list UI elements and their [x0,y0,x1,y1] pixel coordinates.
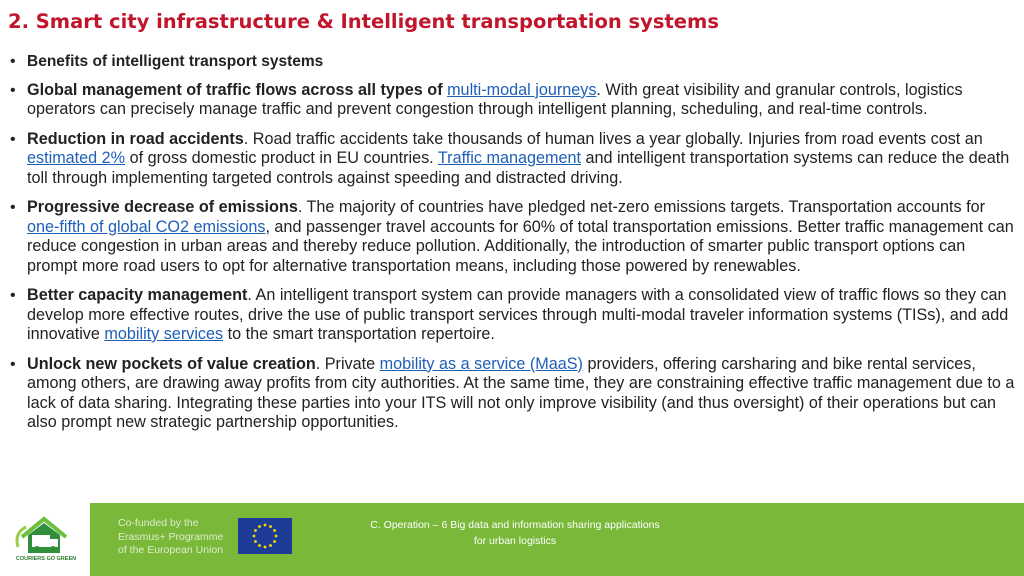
bullet-item-value-creation [8,355,1020,433]
bullet-heading: Benefits of intelligent transport systems [27,53,324,70]
eu-stars-icon [238,518,292,554]
eu-star-icon [254,540,257,543]
eu-star-icon [258,525,261,528]
footer-caption [340,517,690,549]
eu-flag-icon [238,518,292,554]
link-traffic-management[interactable]: Traffic management [437,149,581,167]
eu-star-icon [258,544,261,547]
truck-logo-icon [0,503,90,576]
caption-line: C. Operation – 6 Big data and information sharing applications [370,519,660,531]
bullet-heading: Unlock new pockets of value creation [27,354,316,373]
bullet-item-road-accidents [8,130,1020,189]
bullet-heading: Global management of traffic flows across all types of [27,80,448,99]
eu-star-icon [254,529,257,532]
bullet-heading: Reduction in road accidents [27,129,244,148]
bullet-text: of gross domestic product in EU countries. [125,149,438,167]
bullet-text: . The majority of countries have pledged net-zero emissions targets. Transportation accounts for [297,198,985,216]
link-co2-emissions[interactable]: one-fifth of global CO2 emissions [27,217,266,236]
slide-title: 2. Smart city infrastructure & Intelligent transportation systems [8,10,719,33]
eu-star-icon [253,535,256,538]
eu-star-icon [269,525,272,528]
eu-star-icon [269,544,272,547]
erasmus-cofunded-text [118,517,233,558]
bullet-text: and intelligent transportation systems can reduce the death toll through implementing targeted controls against speeding and distracted driving. [27,149,1010,187]
link-multi-modal-journeys[interactable]: multi-modal journeys [447,80,597,99]
bullet-item-traffic-flows [8,81,1020,120]
link-estimated-2-percent[interactable]: estimated 2% [27,149,126,167]
caption-line: for urban logistics [473,535,557,547]
bullet-heading: Better capacity management [27,286,248,304]
link-maas[interactable]: mobility as a service (MaaS) [379,354,583,373]
erasmus-line: of the European Union [118,544,224,556]
bullet-item-capacity [8,286,1020,345]
eu-star-icon [264,546,267,549]
bullet-heading: Progressive decrease of emissions [27,198,298,216]
bullet-text: , and passenger travel accounts for 60% of total transportation emissions. Better traffic management can reduce congestion in urban areas and thereby reduce pollution. Additionally, the introduction of smarter public transport options can prompt more road users to opt for alternative transportation means, including those powered by renewables. [27,217,1014,275]
bullet-text: . With great visibility and granular controls, logistics operators can precisely manage traffic and prevent congestion through intelligent planning, scheduling, and real-time controls. [27,80,963,118]
bullet-text: . Road traffic accidents take thousands of human lives a year globally. Injuries from road events cost an [243,129,983,148]
eu-star-icon [273,529,276,532]
erasmus-line: Co-funded by the [118,517,199,529]
bullet-item-benefits [8,52,1020,72]
eu-star-icon [264,524,267,527]
link-mobility-services[interactable]: mobility services [104,325,224,343]
bullet-list [8,52,1020,443]
eu-star-icon [275,535,278,538]
bullet-text: to the smart transportation repertoire. [223,325,495,343]
eu-star-icon [273,540,276,543]
bullet-text: . Private [315,354,380,373]
logo-caption: COURIERS GO GREEN [15,556,77,562]
erasmus-line: Erasmus+ Programme [118,530,224,543]
bullet-text: . An intelligent transport system can provide managers with a consolidated view of traffic flows so they can develop more effective routes, drive the use of public transport services through multi-modal traveler information systems (TISs), and add innovative [27,286,1009,343]
bullet-item-emissions [8,198,1020,276]
couriers-go-green-logo [0,503,90,576]
bullet-text: providers, offering carsharing and bike rental services, among others, are drawing away profits from city authorities. At the same time, they are constraining effective traffic management due to a lack of data sharing. Integrating these parties into your ITS will not only improve visibility (and thus oversight) of their operations but can also prompt new strategic partnership opportunities. [27,354,1015,431]
